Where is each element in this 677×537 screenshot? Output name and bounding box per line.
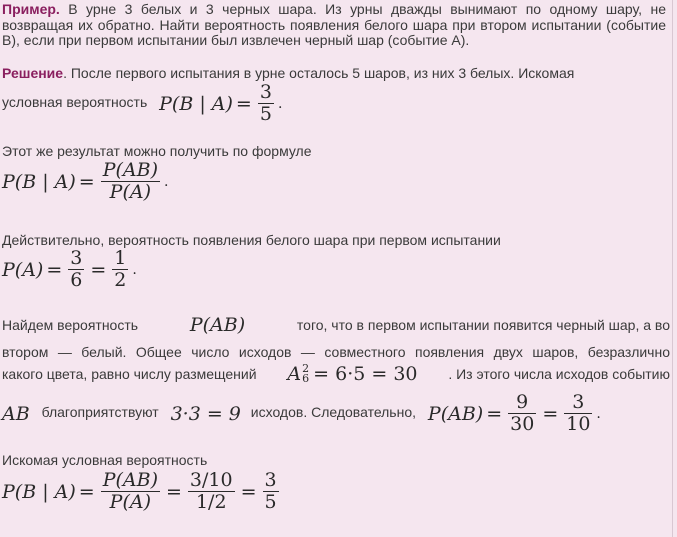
numerator: 3 (259, 81, 272, 103)
formula-conditional-general (2, 160, 168, 203)
arrangement-expr: = 6·5 = 30 (313, 363, 418, 385)
arrangement-base: A (287, 363, 302, 385)
find-text-2: того, что в первом испытании появится черный шар, а во (296, 317, 670, 333)
arrangement-sub: 6 (302, 372, 310, 385)
solution-formula-line (2, 82, 282, 125)
solution-paragraph (2, 66, 666, 82)
example-label: Пример. (2, 1, 60, 17)
formula-lhs: P(B | A) (2, 480, 76, 503)
symbol-ab: AB (2, 402, 30, 425)
denominator: 2 (114, 269, 127, 291)
find-text-4: какого цвета, равно числу размещений (2, 366, 257, 382)
find-line-3 (2, 363, 670, 385)
find-line-4 (2, 392, 601, 435)
example-text: В урне 3 белых и 3 черных шара. Из урны дважды вынимают по одному шару, не возвращая их обратно. Найти вероятность появления белого шара при втором испытании (событие B), если при первом испытании был извлечен черный шар (событие А). (2, 1, 666, 48)
fraction (508, 392, 536, 435)
numerator: 3 (264, 469, 277, 491)
formula-eq: = (78, 170, 95, 193)
formula-pa (2, 248, 137, 291)
denominator: 10 (566, 413, 591, 435)
fraction (101, 160, 160, 203)
formula-eq: = (166, 480, 182, 503)
denominator: 1/2 (195, 491, 227, 513)
denominator: 5 (259, 103, 272, 125)
fraction (188, 470, 235, 513)
find-text-6: благоприятствуют (41, 404, 159, 421)
formula-conditional-general-line (2, 160, 168, 203)
denominator: 30 (510, 413, 535, 435)
formula-final (2, 470, 282, 513)
denominator: P(A) (109, 491, 152, 513)
formula-eq: = (78, 480, 95, 503)
find-line-2: втором — белый. Общее число исходов — совместного появления двух шаров, безразлично (2, 344, 670, 360)
formula-eq: = (486, 402, 503, 425)
example-paragraph (2, 2, 666, 49)
numerator: 1 (114, 247, 127, 269)
arrangement-sup: 2 (302, 362, 310, 375)
fraction (564, 392, 592, 435)
really-text: Действительно, вероятность появления белого шара при первом испытании (2, 232, 501, 248)
find-text-1: Найдем вероятность (2, 317, 139, 333)
denominator: 5 (264, 491, 277, 513)
formula-eq: = (46, 258, 63, 281)
numerator: 3 (70, 247, 83, 269)
arrangement-formula (287, 363, 417, 385)
arrangement-indices (302, 364, 309, 384)
solution-text: . После первого испытания в урне осталось 5 шаров, из них 3 белых. Искомая (63, 65, 575, 81)
symbol-p-ab: P(AB) (189, 314, 246, 336)
numerator: 9 (516, 391, 529, 413)
formula-end: . (132, 261, 137, 278)
fraction (258, 82, 274, 125)
formula-end: . (164, 173, 169, 190)
fraction (101, 470, 160, 513)
formula-lhs: P(AB) (427, 402, 484, 425)
formula-eq: = (542, 402, 559, 425)
formula-end: . (596, 405, 601, 422)
numerator: 3 (572, 391, 585, 413)
solution-label: Решение (2, 65, 64, 81)
final-text: Искомая условная вероятность (2, 452, 208, 468)
numerator: P(AB) (102, 469, 158, 491)
formula-lhs: P(B | A) (159, 92, 233, 115)
formula-conditional-3-5 (159, 82, 282, 125)
solution-text-2: условная вероятность (2, 94, 148, 111)
formula-eq: = (235, 92, 252, 115)
fraction (112, 248, 128, 291)
fraction (68, 248, 84, 291)
numerator: 3/10 (189, 469, 233, 491)
denominator: 6 (70, 269, 83, 291)
formula-eq: = (240, 480, 257, 503)
formula-p-ab (428, 392, 601, 435)
numerator: P(AB) (102, 159, 158, 181)
denominator: P(A) (109, 181, 152, 203)
formula-lhs: P(B | A) (2, 170, 76, 193)
find-text-5: . Из этого числа исходов событию (448, 366, 670, 382)
formula-end: . (277, 95, 283, 112)
formula-lhs: P(A) (2, 258, 44, 281)
formula-pa-line (2, 248, 137, 291)
fraction (263, 470, 279, 513)
formula-intro: Этот же результат можно получить по формуле (2, 143, 312, 159)
find-line-1 (2, 314, 670, 336)
favorable-count: 3·3 = 9 (170, 402, 241, 425)
final-formula-line (2, 470, 282, 513)
formula-eq: = (90, 258, 107, 281)
find-text-7: исходов. Следовательно, (250, 404, 417, 421)
